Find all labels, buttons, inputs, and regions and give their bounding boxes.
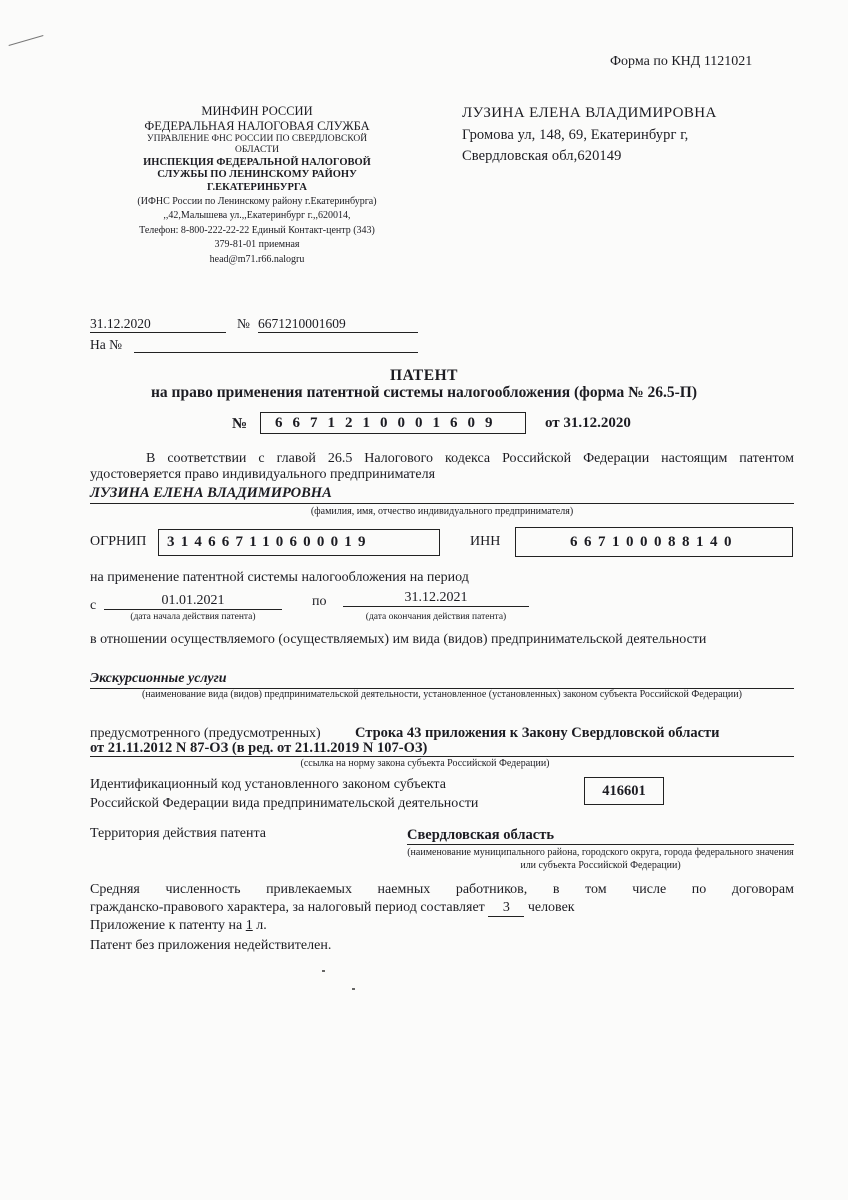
law-reference-line-2: от 21.11.2012 N 87-ОЗ (в ред. от 21.11.2019 N 107-ОЗ) <box>90 740 428 756</box>
reference-number-label: На № <box>90 337 122 352</box>
period-to-label: по <box>312 594 327 609</box>
patent-number-box: 6671210001609 <box>260 412 526 434</box>
law-reference-prefix: предусмотренного (предусмотренных) <box>90 726 321 741</box>
ogrnip-label: ОГРНИП <box>90 534 147 549</box>
workers-unit: человек <box>527 900 575 916</box>
patent-date: от 31.12.2020 <box>545 415 631 431</box>
outgoing-date: 31.12.2020 <box>90 316 226 333</box>
appendix-count: 1 <box>245 918 253 933</box>
inspection-phone: Телефон: 8-800-222-22-22 Единый Контакт-центр (343) <box>139 224 375 236</box>
workers-line-1: Средняя численность привлекаемых наемных работников, в том числе по договорам <box>90 882 794 897</box>
period-start-caption: (дата начала действия патента) <box>130 612 256 622</box>
scan-speck <box>352 988 355 990</box>
service-name: ФЕДЕРАЛЬНАЯ НАЛОГОВАЯ СЛУЖБА <box>144 119 370 133</box>
intro-paragraph: В соответствии с главой 26.5 Налогового кодекса Российской Федерации настоящим патентом удостоверяется право индивидуального предпринимателя <box>90 451 794 483</box>
inn-box: 667100088140 <box>515 527 793 557</box>
period-end-caption: (дата окончания действия патента) <box>365 612 507 622</box>
reference-number-line <box>134 352 418 353</box>
law-reference-caption: (ссылка на норму закона субъекта Российской Федерации) <box>300 758 550 769</box>
activity-name: Экскурсионные услуги <box>90 671 794 689</box>
form-code: Форма по КНД 1121021 <box>610 54 753 69</box>
appendix-line <box>90 918 267 934</box>
activity-caption: (наименование вида (видов) предпринимательской деятельности, установленное (установленных) законом субъекта Российской Федерации) <box>142 689 742 700</box>
inspection-phone-reception: 379-81-01 приемная <box>214 239 300 251</box>
territory-label: Территория действия патента <box>90 826 266 841</box>
ogrnip-box: 314667110600019 <box>158 529 440 556</box>
inspection-short-name: (ИФНС России по Ленинскому району г.Екатеринбурга) <box>137 195 377 207</box>
document-subtitle: на право применения патентной системы налогообложения (форма № 26.5-П) <box>150 384 698 401</box>
recipient-name: ЛУЗИНА ЕЛЕНА ВЛАДИМИРОВНА <box>462 105 717 121</box>
workers-line-2-prefix: гражданско-правового характера, за налоговый период составляет <box>90 900 485 916</box>
inn-label: ИНН <box>470 534 501 549</box>
period-text: на применение патентной системы налогообложения на период <box>90 570 469 585</box>
territory-value: Свердловская область <box>407 827 794 845</box>
workers-count: 3 <box>488 901 524 917</box>
law-reference-line-1: Строка 43 приложения к Закону Свердловской области <box>355 725 720 741</box>
recipient-address-line-2: Свердловская обл,620149 <box>462 147 622 164</box>
entrepreneur-name: ЛУЗИНА ЕЛЕНА ВЛАДИМИРОВНА <box>90 485 794 504</box>
scan-speck <box>322 970 325 972</box>
appendix-required-note: Патент без приложения недействителен. <box>90 938 332 953</box>
inspection-name-line-2: СЛУЖБЫ ПО ЛЕНИНСКОМУ РАЙОНУ <box>157 169 357 181</box>
document-title: ПАТЕНТ <box>390 367 458 384</box>
activity-id-code-label <box>90 776 570 814</box>
period-start-date: 01.01.2021 <box>104 593 282 610</box>
law-reference-underline <box>90 756 794 757</box>
inspection-name-line-3: Г.ЕКАТЕРИНБУРГА <box>207 181 307 193</box>
inspection-address: ,,42,Малышева ул.,,Екатеринбург г.,,620014, <box>163 210 351 222</box>
activity-id-code-box: 416601 <box>584 777 664 805</box>
outgoing-number-label: № <box>237 316 250 331</box>
pen-scratch-mark <box>9 35 44 46</box>
activity-intro: в отношении осуществляемого (осуществляемых) им вида (видов) предпринимательской деятельности <box>90 632 707 647</box>
period-end-date: 31.12.2021 <box>343 590 529 607</box>
appendix-prefix: Приложение к патенту на <box>90 918 243 933</box>
inspection-email: head@m71.r66.nalogru <box>209 253 305 265</box>
patent-number-label: № <box>232 416 248 432</box>
territory-caption: (наименование муниципального района, городского округа, города федерального значения или субъекта Российской Федерации) <box>407 847 794 871</box>
period-from-label: с <box>90 598 97 613</box>
regional-directorate-line-1: УПРАВЛЕНИЕ ФНС РОССИИ ПО СВЕРДЛОВСКОЙ <box>146 134 368 144</box>
recipient-address-line-1: Громова ул, 148, 69, Екатеринбург г, <box>462 126 689 143</box>
regional-directorate-line-2: ОБЛАСТИ <box>235 145 279 156</box>
inspection-name-line-1: ИНСПЕКЦИЯ ФЕДЕРАЛЬНОЙ НАЛОГОВОЙ <box>143 156 371 168</box>
activity-id-code-label-line-2: Российской Федерации вида предпринимательской деятельности <box>90 795 479 811</box>
activity-id-code-label-line-1: Идентификационный код установленного законом субъекта <box>90 777 446 792</box>
entrepreneur-name-caption: (фамилия, имя, отчество индивидуального предпринимателя) <box>310 506 574 517</box>
recipient-block <box>462 103 717 167</box>
workers-paragraph <box>90 881 794 917</box>
outgoing-number: 6671210001609 <box>258 316 418 333</box>
ministry-name: МИНФИН РОССИИ <box>201 104 313 118</box>
appendix-suffix: л. <box>256 918 267 933</box>
issuing-authority-block <box>84 104 430 267</box>
